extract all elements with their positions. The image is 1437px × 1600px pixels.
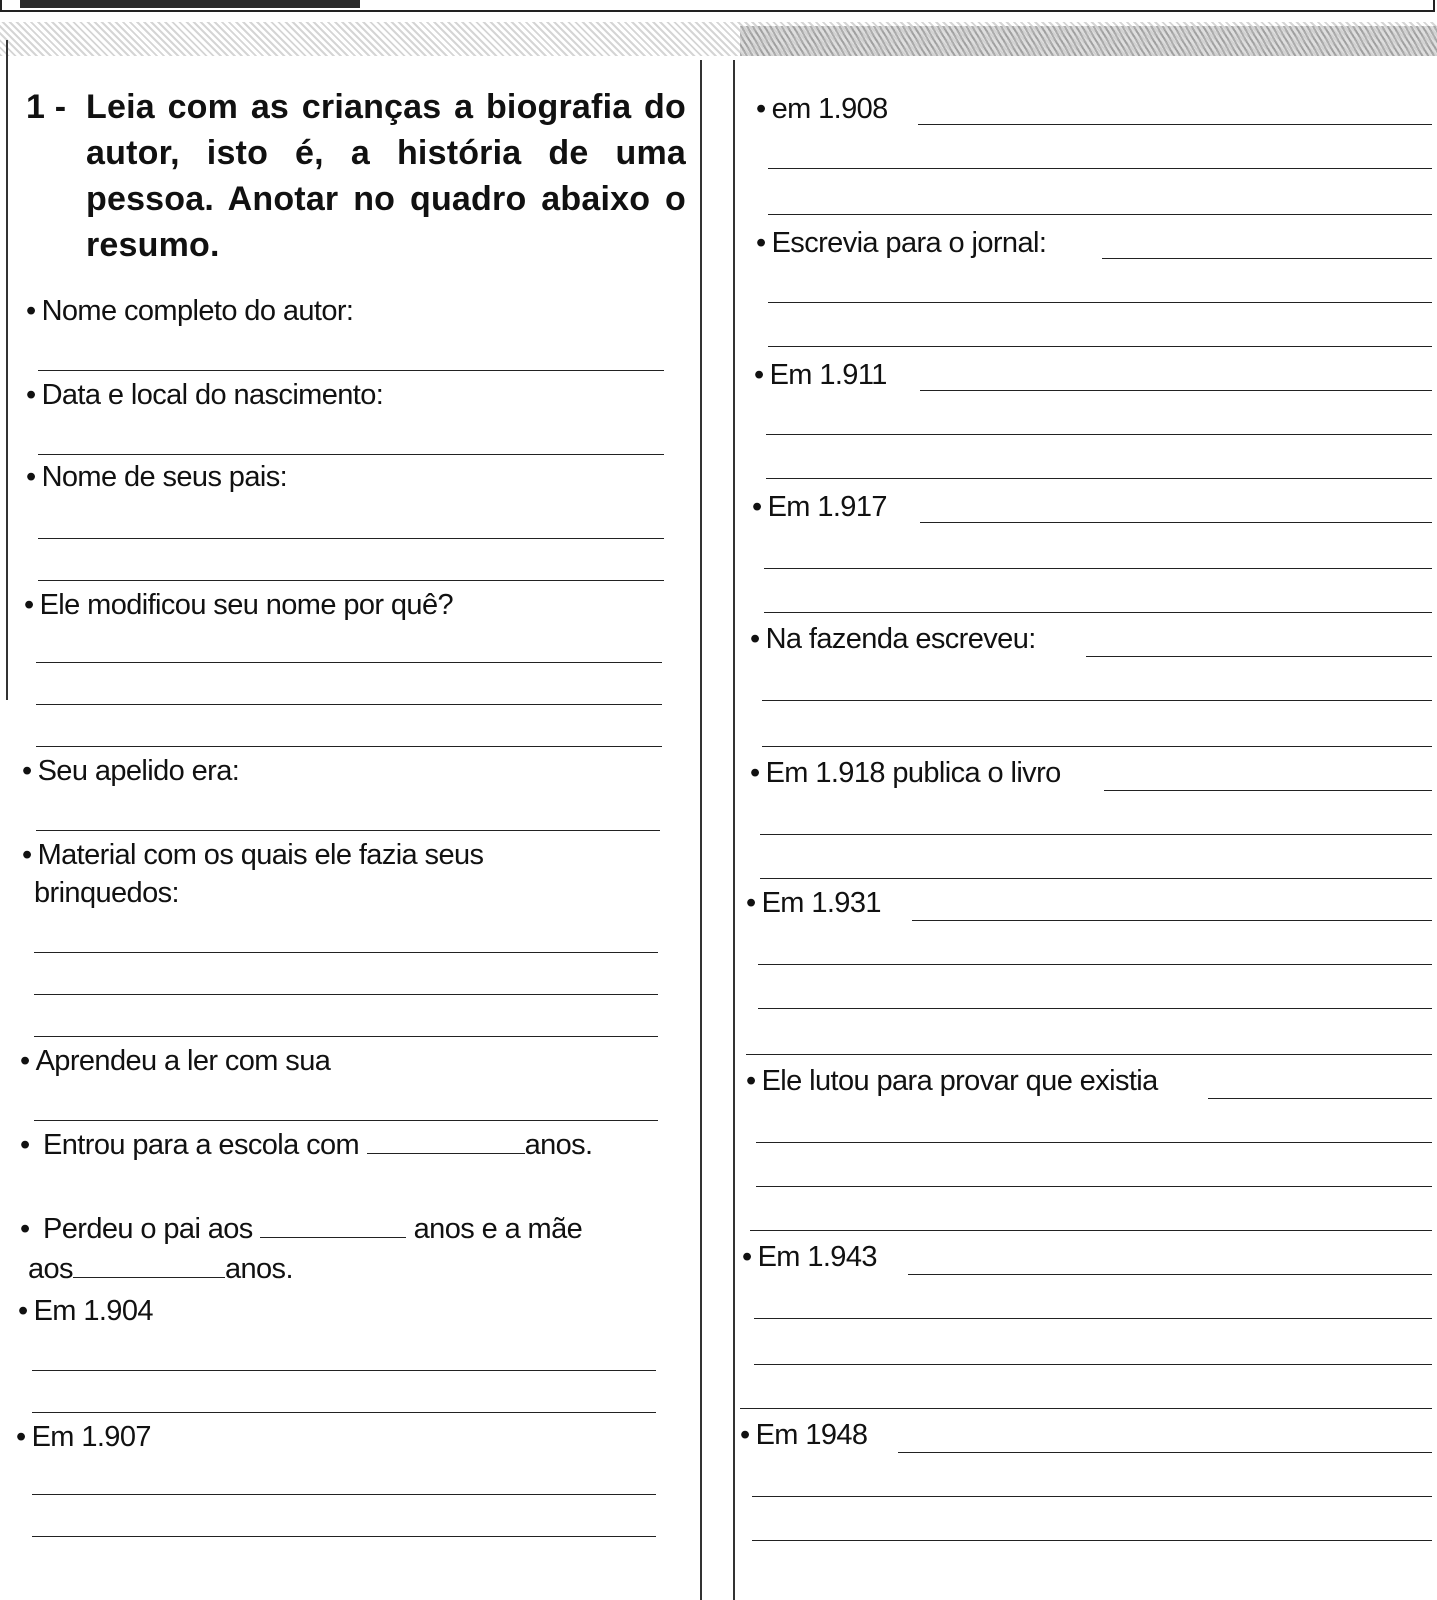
answer-line[interactable] <box>756 1142 1432 1143</box>
answer-line[interactable] <box>36 662 662 663</box>
answer-line[interactable] <box>38 454 664 455</box>
answer-line[interactable] <box>768 214 1432 215</box>
answer-line[interactable] <box>1208 1098 1432 1099</box>
answer-line[interactable] <box>38 580 664 581</box>
answer-line[interactable] <box>740 1408 1432 1409</box>
answer-line[interactable] <box>32 1494 656 1495</box>
header-decoration <box>0 0 1437 48</box>
answer-line[interactable] <box>762 700 1432 701</box>
answer-line[interactable] <box>34 1120 658 1121</box>
label-em-1917: • Em 1.917 <box>752 488 887 526</box>
answer-line[interactable] <box>38 538 664 539</box>
answer-line[interactable] <box>768 346 1432 347</box>
answer-line[interactable] <box>754 1364 1432 1365</box>
answer-blank[interactable] <box>367 1127 525 1154</box>
answer-line[interactable] <box>756 1186 1432 1187</box>
answer-line[interactable] <box>32 1536 656 1537</box>
answer-line[interactable] <box>36 704 662 705</box>
exercise-instruction: Leia com as crianças a biografia do autor, isto é, a história de uma pessoa. Anotar no quadro abaixo o resumo. <box>86 88 686 264</box>
answer-line[interactable] <box>920 522 1432 523</box>
answer-line[interactable] <box>758 1008 1432 1009</box>
answer-line[interactable] <box>752 1496 1432 1497</box>
label-em-1908: • em 1.908 <box>756 90 888 128</box>
answer-line[interactable] <box>758 964 1432 965</box>
answer-line[interactable] <box>908 1274 1432 1275</box>
answer-line[interactable] <box>752 1540 1432 1541</box>
label-perdeu-pais: • Perdeu o pai aos anos e a mãe <box>20 1210 582 1248</box>
label-entrou-escola: • Entrou para a escola com anos. <box>20 1126 593 1164</box>
answer-line[interactable] <box>766 478 1432 479</box>
answer-line[interactable] <box>750 1230 1432 1231</box>
answer-line[interactable] <box>754 1318 1432 1319</box>
label-em-1948: • Em 1948 <box>740 1416 867 1454</box>
label-material-cont: brinquedos: <box>34 877 179 909</box>
answer-line[interactable] <box>34 994 658 995</box>
answer-line[interactable] <box>1086 656 1432 657</box>
answer-line[interactable] <box>766 434 1432 435</box>
exercise-heading <box>26 84 686 268</box>
answer-line[interactable] <box>34 952 658 953</box>
answer-line[interactable] <box>746 1054 1432 1055</box>
label-perdeu-mae: aos anos. <box>28 1253 293 1285</box>
label-modificou-nome: • Ele modificou seu nome por quê? <box>24 586 453 624</box>
label-jornal: • Escrevia para o jornal: <box>756 224 1046 262</box>
answer-line[interactable] <box>764 568 1432 569</box>
answer-blank[interactable] <box>73 1251 225 1278</box>
answer-line[interactable] <box>32 1412 656 1413</box>
label-material: • Material com os quais ele fazia seus <box>22 836 483 874</box>
answer-line[interactable] <box>768 302 1432 303</box>
answer-line[interactable] <box>768 168 1432 169</box>
answer-line[interactable] <box>1104 790 1432 791</box>
answer-line[interactable] <box>760 834 1432 835</box>
label-nome-completo: • Nome completo do autor: <box>26 292 353 330</box>
label-aprendeu: • Aprendeu a ler com sua <box>20 1042 330 1080</box>
label-em-1943: • Em 1.943 <box>742 1238 877 1276</box>
label-em-1931: • Em 1.931 <box>746 884 881 922</box>
label-apelido: • Seu apelido era: <box>22 752 239 790</box>
answer-line[interactable] <box>760 878 1432 879</box>
label-fazenda: • Na fazenda escreveu: <box>750 620 1036 658</box>
answer-line[interactable] <box>762 746 1432 747</box>
label-data-local: • Data e local do nascimento: <box>26 376 383 414</box>
label-em-1911: • Em 1.911 <box>754 356 887 394</box>
label-nome-pais: • Nome de seus pais: <box>26 458 287 496</box>
header-dark-band <box>20 0 360 8</box>
answer-line[interactable] <box>36 830 660 831</box>
answer-line[interactable] <box>36 746 662 747</box>
answer-line[interactable] <box>38 370 664 371</box>
left-border <box>6 40 8 700</box>
answer-line[interactable] <box>764 612 1432 613</box>
answer-line[interactable] <box>1102 258 1432 259</box>
answer-line[interactable] <box>912 920 1432 921</box>
header-texture-right <box>740 26 1437 56</box>
column-divider-right <box>733 60 735 1600</box>
answer-line[interactable] <box>898 1452 1432 1453</box>
answer-line[interactable] <box>32 1370 656 1371</box>
label-lutou: • Ele lutou para provar que existia <box>746 1062 1158 1100</box>
column-divider-left <box>700 60 702 1600</box>
answer-line[interactable] <box>34 1036 658 1037</box>
answer-line[interactable] <box>920 390 1432 391</box>
label-em-1904: • Em 1.904 <box>18 1292 153 1330</box>
label-em-1907: • Em 1.907 <box>16 1418 151 1456</box>
answer-blank[interactable] <box>260 1211 406 1238</box>
answer-line[interactable] <box>918 124 1432 125</box>
label-em-1918: • Em 1.918 publica o livro <box>750 754 1061 792</box>
exercise-number: 1 - <box>26 88 67 126</box>
